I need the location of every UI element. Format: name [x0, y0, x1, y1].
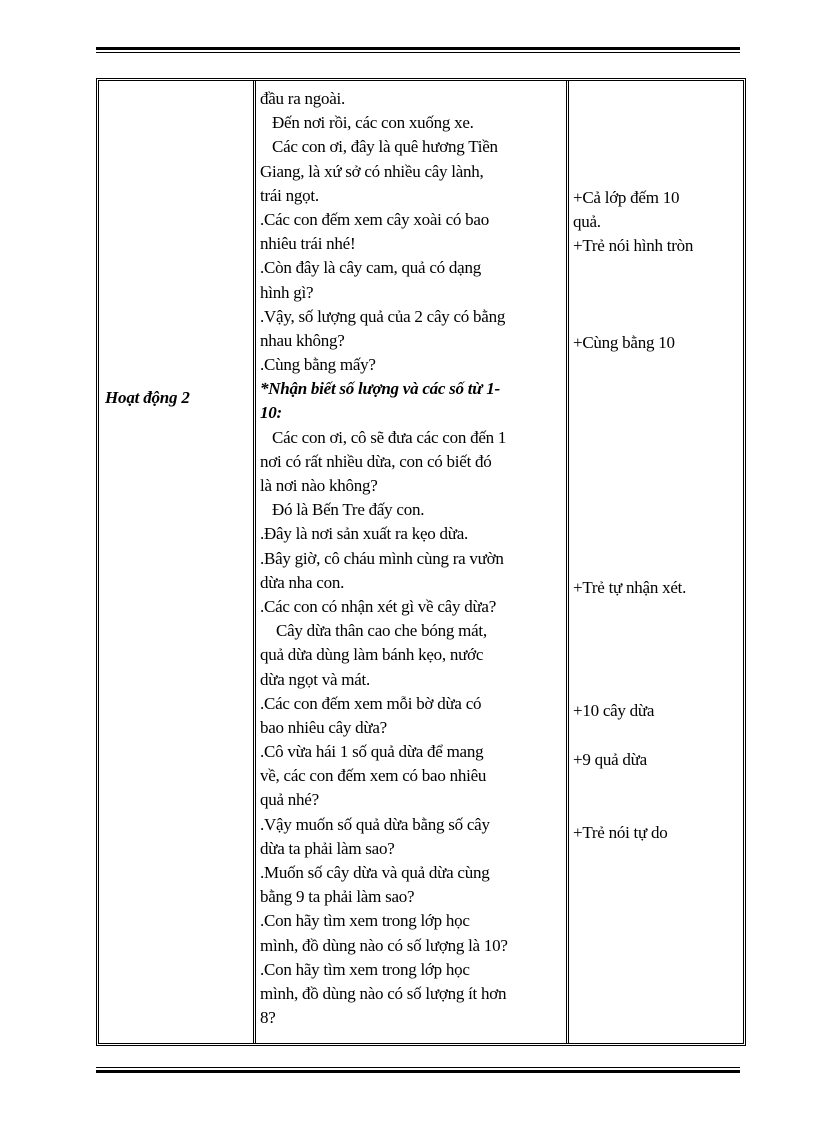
- activity-line: quả nhé?: [260, 790, 319, 810]
- activity-line: .Các con có nhận xét gì về cây dừa?: [260, 596, 496, 616]
- activity-line: .Cô vừa hái 1 số quả dừa để mang: [260, 742, 484, 762]
- activity-line: là nơi nào không?: [260, 476, 378, 495]
- response-line: +Trẻ nói hình tròn: [573, 236, 694, 255]
- activity-line: Cây dừa thân cao che bóng mát,: [276, 621, 487, 641]
- activity-line: .Các con đếm xem cây xoài có bao: [260, 209, 489, 229]
- activity-line: dừa ta phải làm sao?: [260, 838, 395, 858]
- activity-line: đầu ra ngoài.: [260, 89, 346, 108]
- activity-line: .Con hãy tìm xem trong lớp học: [260, 959, 470, 979]
- response-line: +Cả lớp đếm 10: [573, 188, 680, 207]
- activity-line: về, các con đếm xem có bao nhiêu: [260, 766, 487, 786]
- header-rule: [96, 47, 740, 53]
- response-line: +10 cây dừa: [573, 701, 655, 720]
- response-line: +Trẻ nói tự do: [573, 823, 668, 842]
- activity-line: dừa ngọt và mát.: [260, 669, 371, 689]
- activity-line: .Cùng bằng mấy?: [260, 355, 376, 375]
- activity-line: dừa nha con.: [260, 572, 345, 592]
- lesson-table: [96, 78, 746, 1046]
- activity-line: .Muốn số cây dừa và quả dừa cùng: [260, 863, 490, 882]
- response-line: quả.: [573, 212, 601, 231]
- activity-line: .Bây giờ, cô cháu mình cùng ra vườn: [260, 548, 504, 568]
- activity-line: nơi có rất nhiều dừa, con có biết đó: [260, 451, 492, 471]
- activity-label: Hoạt động 2: [105, 388, 190, 407]
- section-heading: *Nhận biết số lượng và các số từ 1-: [260, 379, 500, 399]
- activity-label-cell: [99, 81, 253, 1043]
- response-line: +Cùng bằng 10: [573, 333, 675, 352]
- activity-line: Các con ơi, cô sẽ đưa các con đến 1: [272, 427, 507, 447]
- teacher-activity-cell: [253, 81, 569, 1043]
- activity-line: .Vậy muốn số quả dừa bằng số cây: [260, 814, 490, 834]
- response-line: +Trẻ tự nhận xét.: [573, 578, 687, 597]
- activity-line: .Con hãy tìm xem trong lớp học: [260, 911, 470, 931]
- activity-line: mình, đồ dùng nào có số lượng là 10?: [260, 935, 508, 955]
- activity-line: trái ngọt.: [260, 185, 319, 205]
- response-line: +9 quả dừa: [573, 750, 647, 769]
- activity-line: .Đây là nơi sản xuất ra kẹo dừa.: [260, 524, 468, 544]
- activity-line: bao nhiêu cây dừa?: [260, 717, 387, 737]
- activity-line: Giang, là xứ sở có nhiều cây lành,: [260, 161, 484, 181]
- activity-line: 8?: [260, 1008, 276, 1028]
- footer-rule: [96, 1067, 740, 1073]
- activity-line: bằng 9 ta phải làm sao?: [260, 887, 415, 907]
- activity-line: .Còn đây là cây cam, quả có dạng: [260, 258, 481, 278]
- section-heading: 10:: [260, 403, 282, 423]
- child-response-cell: [569, 81, 743, 1043]
- activity-line: .Các con đếm xem mỗi bờ dừa có: [260, 693, 482, 713]
- activity-line: quả dừa dùng làm bánh kẹo, nước: [260, 645, 484, 665]
- activity-line: Đó là Bến Tre đấy con.: [272, 500, 425, 520]
- activity-line: mình, đồ dùng nào có số lượng ít hơn: [260, 983, 507, 1003]
- activity-line: nhau không?: [260, 330, 345, 350]
- activity-line: Đến nơi rồi, các con xuống xe.: [272, 113, 474, 133]
- activity-line: .Vậy, số lượng quả của 2 cây có bằng: [260, 306, 506, 326]
- activity-line: nhiêu trái nhé!: [260, 234, 356, 254]
- activity-line: Các con ơi, đây là quê hương Tiền: [272, 137, 498, 157]
- activity-line: hình gì?: [260, 282, 314, 302]
